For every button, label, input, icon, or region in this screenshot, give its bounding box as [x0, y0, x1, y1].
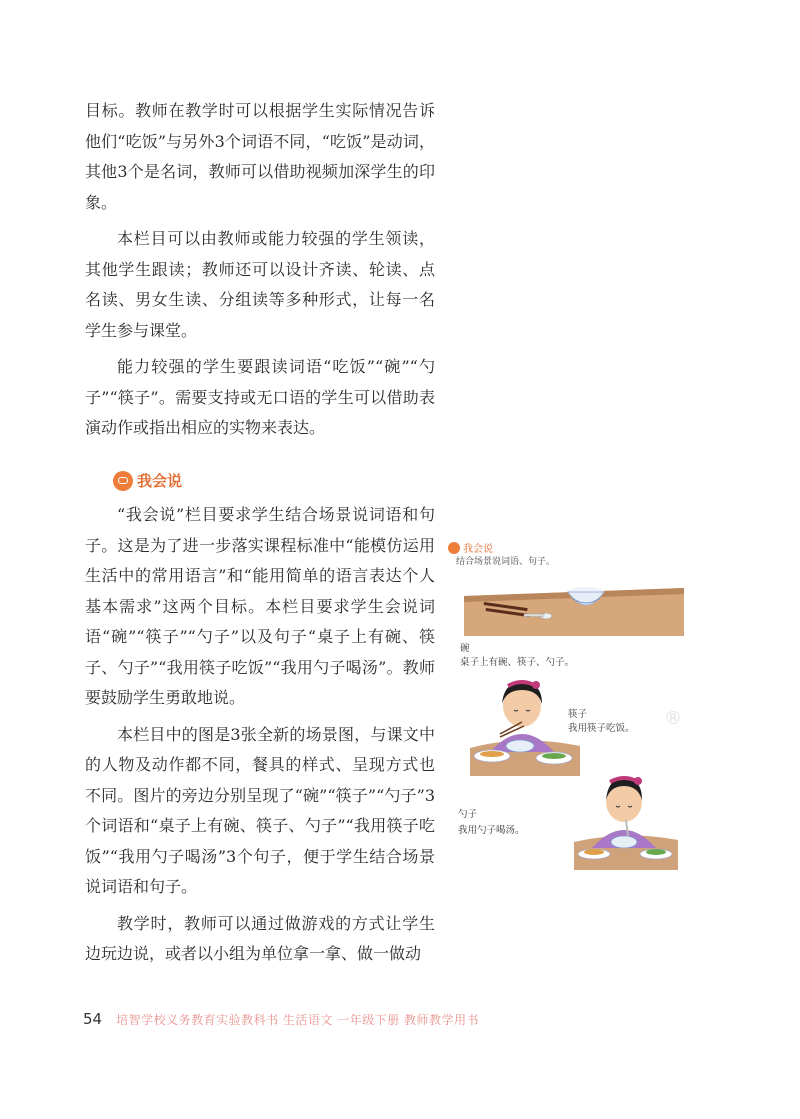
bottom-text-block	[85, 500, 435, 976]
speech-icon	[113, 471, 133, 491]
paragraph: 本栏目可以由教师或能力较强的学生领读，其他学生跟读；教师还可以设计齐读、轮读、点名读、男女生读、分组读等多种形式，让每一名学生参与课堂。	[85, 229, 435, 340]
speech-icon	[448, 542, 460, 554]
textbook-illustration	[448, 530, 680, 870]
illustration-subtitle: 结合场景说词语、句子。	[456, 557, 556, 567]
scene3-sentence: 我用勺子喝汤。	[458, 825, 525, 836]
illustration-header	[448, 540, 493, 555]
scene2-sentence: 我用筷子吃饭。	[568, 723, 635, 734]
scene3-word: 勺子	[458, 809, 478, 820]
paragraph: “我会说”栏目要求学生结合场景说词语和句子。这是为了进一步落实课程标准中“能模仿运用生活中的常用语言”和“能用简单的语言表达个人基本需求”这两个目标。本栏目要求学生会说词语“碗”“筷子”“勺子”以及句子“桌子上有碗、筷子、勺子”“我用筷子吃饭”“我用勺子喝汤”。教师要鼓励学生勇敢地说。	[85, 505, 435, 707]
paragraph: 教学时，教师可以通过做游戏的方式让学生边玩边说，或者以小组为单位拿一拿、做一做动	[85, 913, 435, 963]
registered-mark-icon: ®	[664, 708, 682, 729]
section-heading	[113, 470, 182, 491]
paragraph: 目标。教师在教学时可以根据学生实际情况告诉他们“吃饭”与另外3个词语不同，“吃饭”是动词，其他3个是名词，教师可以借助视频加深学生的印象。	[85, 101, 435, 212]
girl-chopsticks-image	[462, 676, 582, 776]
table-scene-image	[464, 566, 684, 636]
top-text-block	[85, 96, 435, 450]
scene2-word: 筷子	[568, 709, 588, 720]
paragraph: 本栏目中的图是3张全新的场景图，与课文中的人物及动作都不同，餐具的样式、呈现方式也不同。图片的旁边分别呈现了“碗”“筷子”“勺子”3个词语和“桌子上有碗、筷子、勺子”“我用筷子吃饭”“我用勺子喝汤”3个句子，便于学生结合场景说词语和句子。	[85, 724, 435, 896]
girl-spoon-image	[570, 770, 680, 870]
page-number: 54	[83, 1010, 103, 1028]
footer-book-title: 培智学校义务教育实验教科书 生活语文 一年级下册 教师教学用书	[116, 1013, 480, 1027]
illustration-title: 我会说	[463, 544, 493, 555]
paragraph: 能力较强的学生要跟读词语“吃饭”“碗”“勺子”“筷子”。需要支持或无口语的学生可以借助表演动作或指出相应的实物来表达。	[85, 357, 435, 437]
page-footer	[83, 1010, 479, 1028]
scene1-sentence: 桌子上有碗、筷子、勺子。	[460, 657, 575, 668]
scene1-word: 碗	[460, 643, 470, 654]
section-label: 我会说	[137, 472, 183, 490]
